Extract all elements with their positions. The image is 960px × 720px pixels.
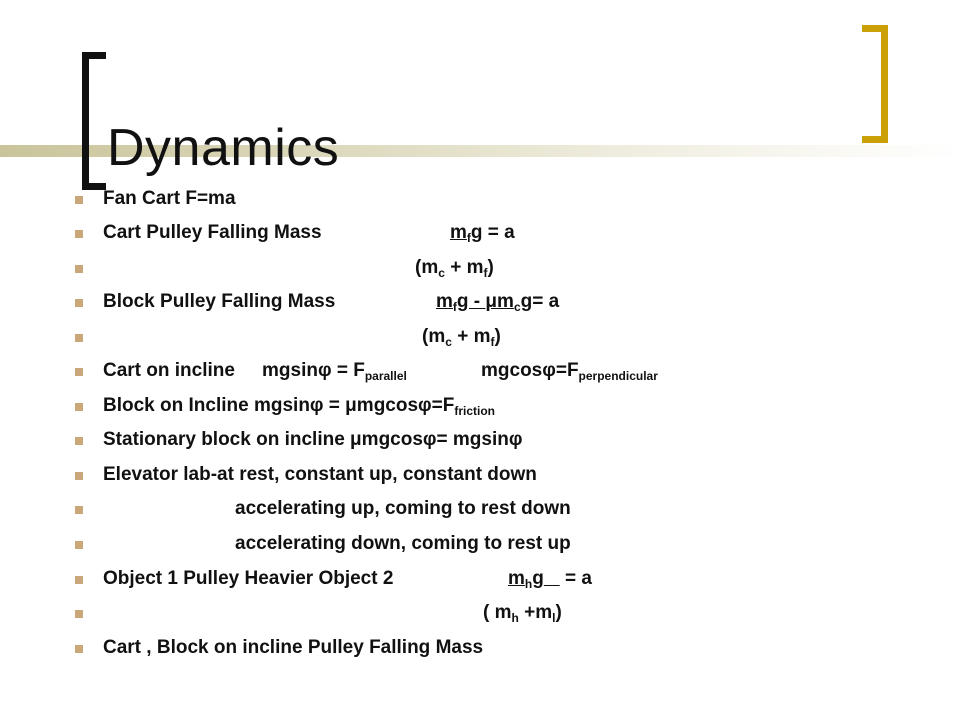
bullet-marker <box>75 196 83 204</box>
bullet-object-pulley-denominator <box>75 600 955 626</box>
equation-parallel: $mgsin\varphi = F_{parallel}$ <box>262 360 407 383</box>
bullet-marker <box>75 403 83 411</box>
bullet-elevator-lab <box>75 462 955 488</box>
bullet-marker <box>75 506 83 514</box>
bullet-marker <box>75 645 83 653</box>
bullet-marker <box>75 472 83 480</box>
bullet-fan-cart <box>75 186 955 212</box>
equation-stationary: Stationary block on incline μmgcosφ= mgsinφ <box>103 429 523 450</box>
bullet-marker <box>75 368 83 376</box>
bullet-cart-pulley-denominator <box>75 255 955 281</box>
bullet-block-pulley <box>75 289 955 315</box>
bullet-object-pulley <box>75 566 955 592</box>
bullet-label: Block Pulley Falling Mass <box>103 291 336 312</box>
bullet-label: Object 1 Pulley Heavier Object 2 <box>103 568 394 589</box>
bullet-marker <box>75 230 83 238</box>
equation-denominator: $(m_c + m_f)$ <box>422 326 501 349</box>
bullet-marker <box>75 334 83 342</box>
bullet-cart-pulley <box>75 220 955 246</box>
bullet-stationary-block <box>75 427 955 453</box>
equation-numerator: $m_fg = a$ <box>450 222 515 245</box>
equation-denominator: ( $m_h +m_l$) <box>483 602 562 625</box>
bullet-accelerating-down <box>75 531 955 557</box>
bullet-marker <box>75 541 83 549</box>
bullet-label: Cart on incline <box>103 360 235 381</box>
bullet-text: accelerating down, coming to rest up <box>235 533 571 554</box>
bullet-accelerating-up <box>75 496 955 522</box>
bullet-text: Cart , Block on incline Pulley Falling Mass <box>103 637 484 658</box>
bullet-marker <box>75 265 83 273</box>
bullet-text: accelerating up, coming to rest down <box>235 498 571 519</box>
bullet-cart-block-incline <box>75 635 955 661</box>
bullet-block-pulley-denominator <box>75 324 955 350</box>
slide-title: Dynamics <box>107 118 340 177</box>
bullet-label: Cart Pulley Falling Mass <box>103 222 322 243</box>
bullet-marker <box>75 610 83 618</box>
equation-numerator: $m_hg$ = a <box>508 568 592 591</box>
equation-perpendicular: $mgcos\varphi=F_{perpendicular}$ <box>481 360 658 383</box>
equation-numerator: $m_fg - \mu m_cg= a$ <box>436 291 560 314</box>
equation-denominator: $(m_c + m_f)$ <box>415 257 494 280</box>
equation-friction: Block on Incline $mgsin\varphi = \mu mgcos\varphi=F_{friction}$ <box>103 395 496 418</box>
bullet-marker <box>75 576 83 584</box>
bullet-text: Elevator lab-at rest, constant up, constant down <box>103 464 537 485</box>
bullet-cart-incline <box>75 358 955 384</box>
bullet-text: Fan Cart F=ma <box>103 188 236 209</box>
bullet-block-incline <box>75 393 955 419</box>
bullet-marker <box>75 299 83 307</box>
bullet-marker <box>75 437 83 445</box>
